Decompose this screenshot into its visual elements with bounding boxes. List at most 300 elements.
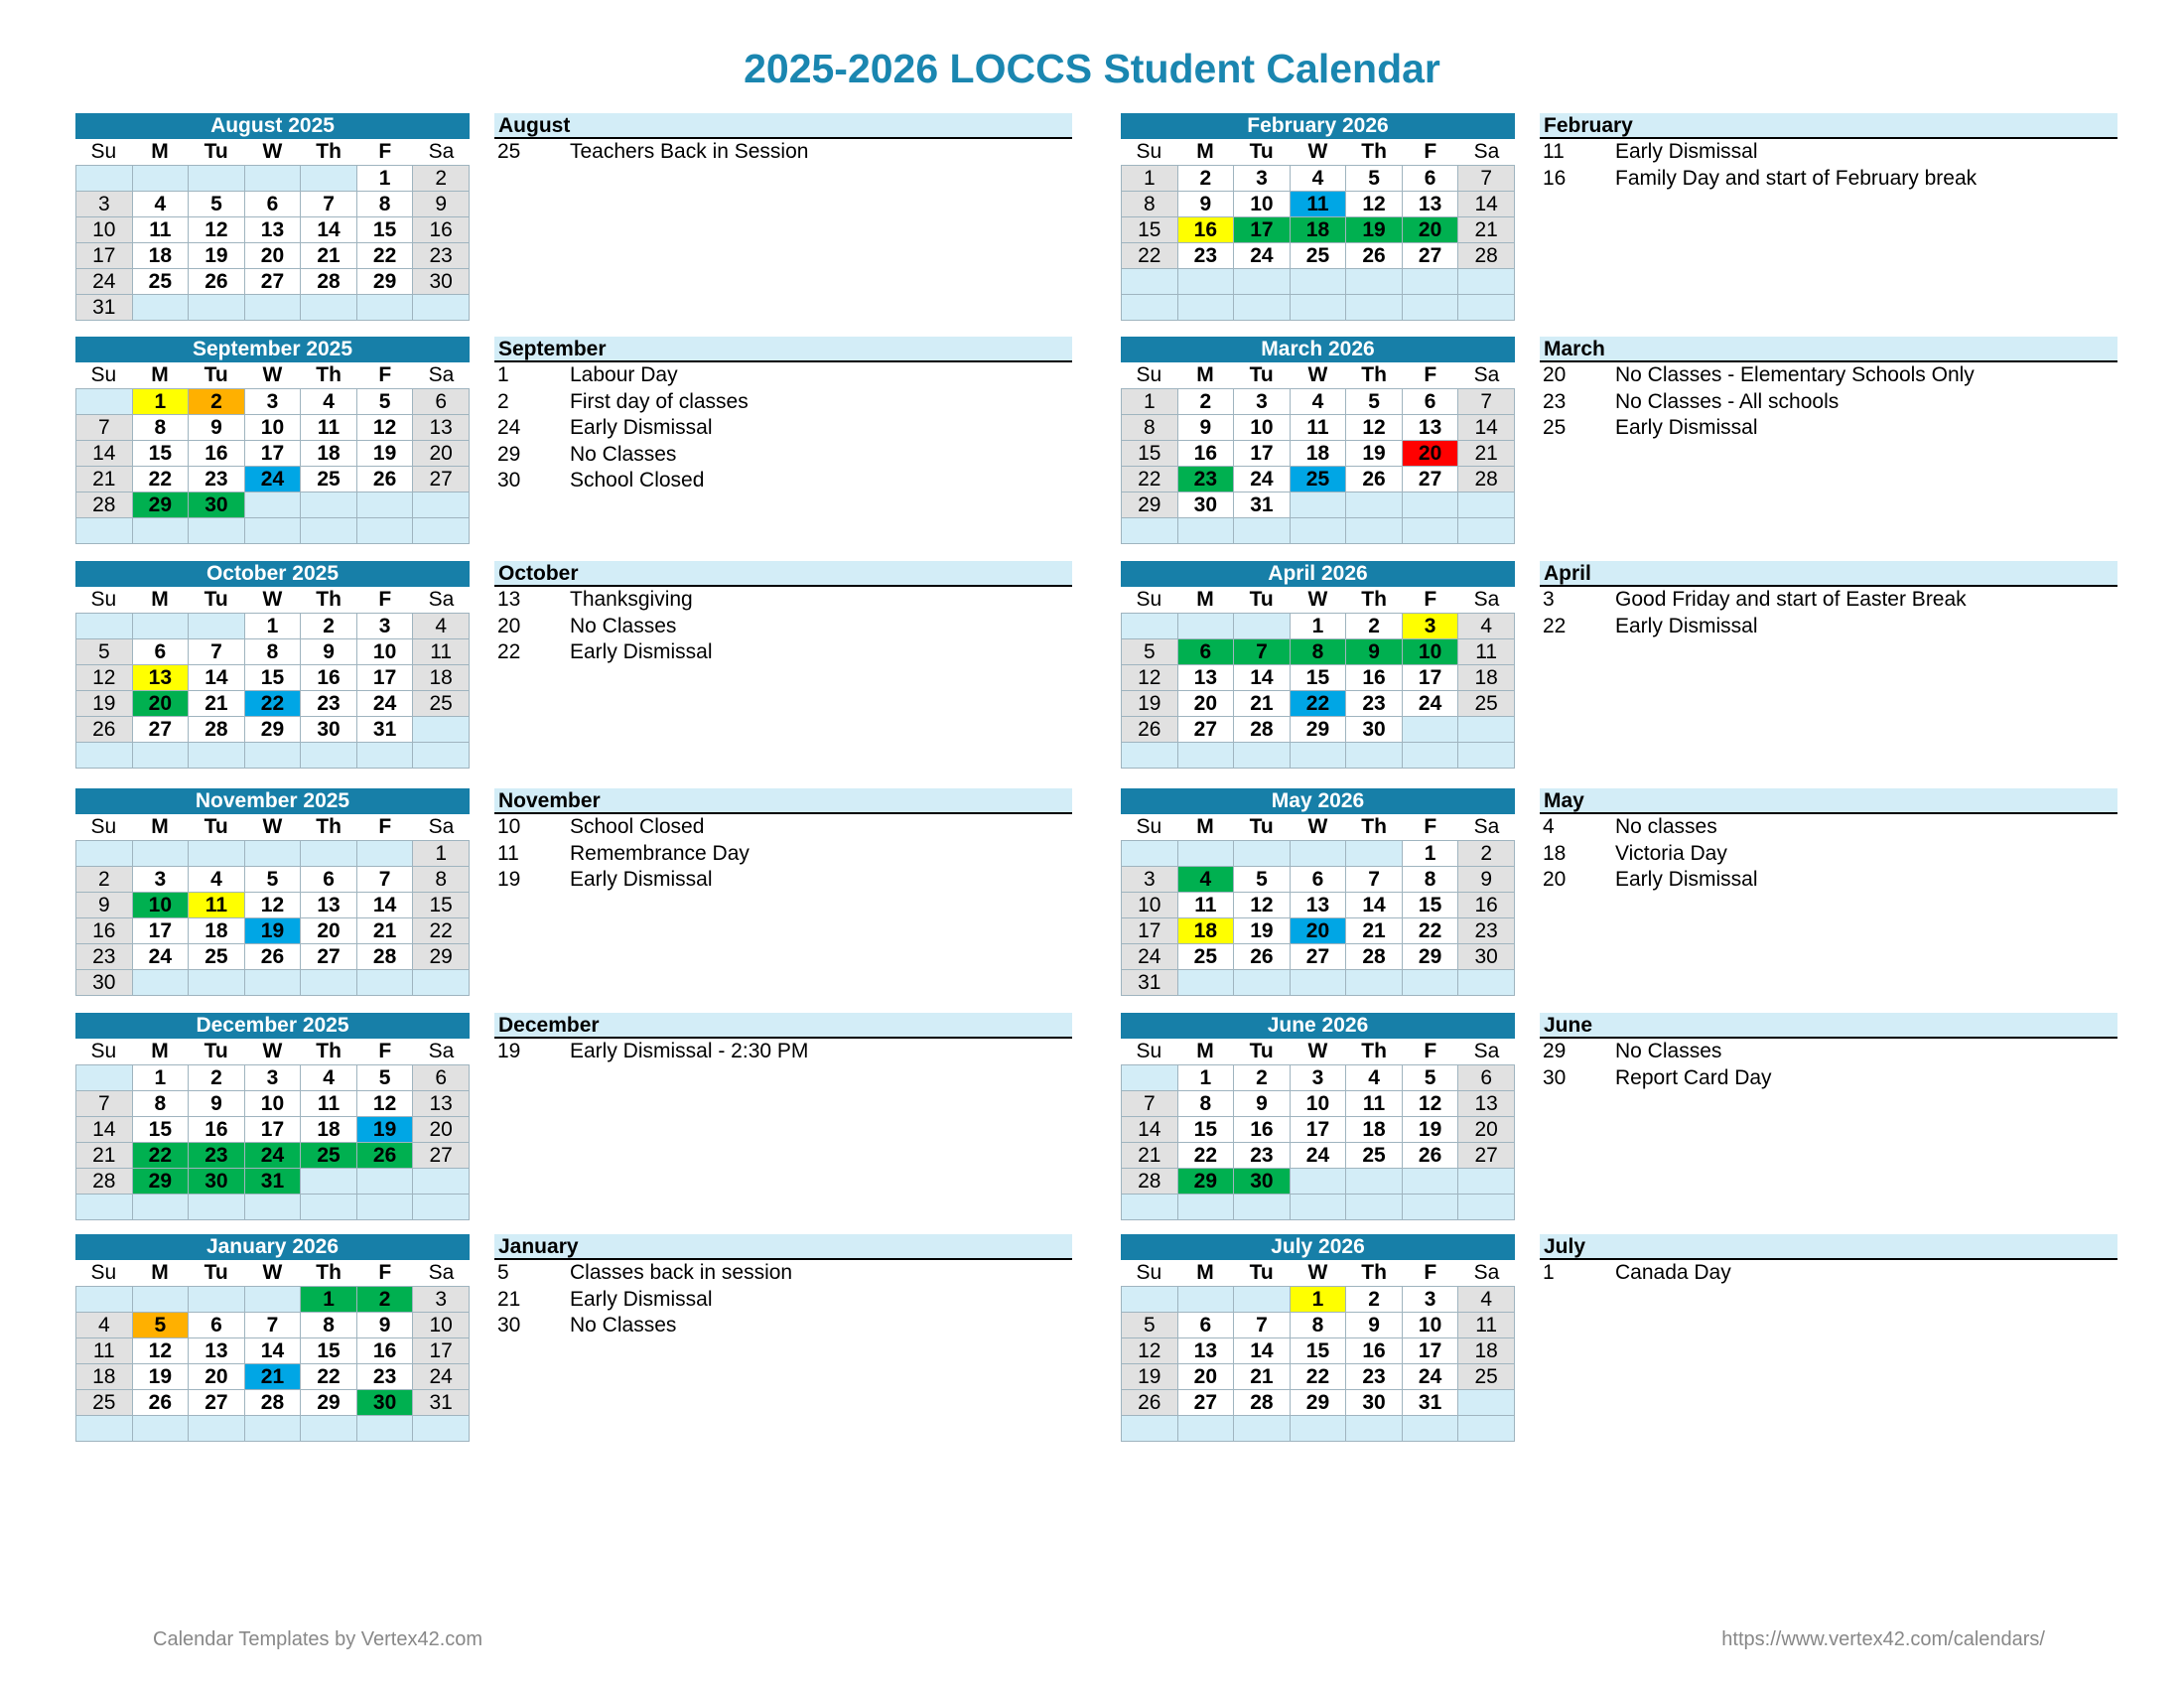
day-cell[interactable]: 25: [76, 1390, 133, 1416]
day-cell[interactable]: 24: [76, 269, 133, 295]
day-cell[interactable]: 17: [1403, 665, 1459, 691]
day-cell[interactable]: 13: [1178, 1338, 1235, 1364]
day-cell[interactable]: 12: [357, 1091, 414, 1117]
day-cell[interactable]: 1: [1291, 614, 1347, 639]
day-cell[interactable]: 3: [1234, 389, 1291, 415]
day-cell[interactable]: 19: [189, 243, 245, 269]
day-cell[interactable]: 30: [1178, 492, 1235, 518]
day-cell[interactable]: 31: [245, 1169, 302, 1195]
day-cell[interactable]: 30: [189, 492, 245, 518]
day-cell[interactable]: 26: [357, 467, 414, 492]
day-cell[interactable]: 4: [1458, 1287, 1515, 1313]
day-cell[interactable]: 28: [357, 944, 414, 970]
day-cell[interactable]: 16: [413, 217, 470, 243]
day-cell[interactable]: 26: [1122, 1390, 1178, 1416]
day-cell[interactable]: 1: [1178, 1065, 1235, 1091]
day-cell[interactable]: 25: [189, 944, 245, 970]
day-cell[interactable]: 10: [76, 217, 133, 243]
day-cell[interactable]: 16: [1178, 217, 1235, 243]
day-cell[interactable]: 29: [413, 944, 470, 970]
day-cell[interactable]: 8: [1122, 192, 1178, 217]
day-cell[interactable]: 27: [413, 467, 470, 492]
day-cell[interactable]: 30: [189, 1169, 245, 1195]
day-cell[interactable]: 11: [1346, 1091, 1403, 1117]
day-cell[interactable]: 22: [1178, 1143, 1235, 1169]
day-cell[interactable]: 6: [1178, 1313, 1235, 1338]
day-cell[interactable]: 17: [133, 918, 190, 944]
day-cell[interactable]: 20: [245, 243, 302, 269]
day-cell[interactable]: 12: [357, 415, 414, 441]
day-cell[interactable]: 19: [245, 918, 302, 944]
day-cell[interactable]: 26: [1234, 944, 1291, 970]
day-cell[interactable]: 6: [413, 1065, 470, 1091]
day-cell[interactable]: 8: [245, 639, 302, 665]
day-cell[interactable]: 1: [413, 841, 470, 867]
day-cell[interactable]: 1: [301, 1287, 357, 1313]
day-cell[interactable]: 19: [1122, 1364, 1178, 1390]
day-cell[interactable]: 15: [133, 1117, 190, 1143]
day-cell[interactable]: 10: [357, 639, 414, 665]
day-cell[interactable]: 5: [76, 639, 133, 665]
day-cell[interactable]: 29: [1178, 1169, 1235, 1195]
day-cell[interactable]: 14: [76, 441, 133, 467]
day-cell[interactable]: 8: [1122, 415, 1178, 441]
day-cell[interactable]: 26: [1346, 467, 1403, 492]
day-cell[interactable]: 29: [1291, 717, 1347, 743]
day-cell[interactable]: 1: [245, 614, 302, 639]
day-cell[interactable]: 10: [245, 415, 302, 441]
day-cell[interactable]: 14: [1234, 1338, 1291, 1364]
day-cell[interactable]: 9: [413, 192, 470, 217]
day-cell[interactable]: 5: [1403, 1065, 1459, 1091]
day-cell[interactable]: 18: [1458, 1338, 1515, 1364]
day-cell[interactable]: 29: [357, 269, 414, 295]
day-cell[interactable]: 31: [1234, 492, 1291, 518]
day-cell[interactable]: 30: [1458, 944, 1515, 970]
day-cell[interactable]: 20: [1178, 691, 1235, 717]
day-cell[interactable]: 27: [301, 944, 357, 970]
day-cell[interactable]: 2: [1458, 841, 1515, 867]
day-cell[interactable]: 3: [413, 1287, 470, 1313]
day-cell[interactable]: 4: [189, 867, 245, 893]
day-cell[interactable]: 10: [133, 893, 190, 918]
day-cell[interactable]: 4: [76, 1313, 133, 1338]
day-cell[interactable]: 11: [133, 217, 190, 243]
day-cell[interactable]: 20: [413, 441, 470, 467]
day-cell[interactable]: 27: [245, 269, 302, 295]
day-cell[interactable]: 27: [1178, 1390, 1235, 1416]
day-cell[interactable]: 3: [1122, 867, 1178, 893]
day-cell[interactable]: 9: [301, 639, 357, 665]
day-cell[interactable]: 20: [1458, 1117, 1515, 1143]
day-cell[interactable]: 16: [189, 1117, 245, 1143]
day-cell[interactable]: 16: [1234, 1117, 1291, 1143]
day-cell[interactable]: 15: [1178, 1117, 1235, 1143]
day-cell[interactable]: 22: [1291, 691, 1347, 717]
day-cell[interactable]: 24: [1122, 944, 1178, 970]
day-cell[interactable]: 27: [1291, 944, 1347, 970]
day-cell[interactable]: 20: [1403, 217, 1459, 243]
day-cell[interactable]: 6: [189, 1313, 245, 1338]
day-cell[interactable]: 18: [189, 918, 245, 944]
footer-url[interactable]: https://www.vertex42.com/calendars/: [1721, 1628, 2045, 1650]
day-cell[interactable]: 22: [133, 467, 190, 492]
day-cell[interactable]: 26: [357, 1143, 414, 1169]
day-cell[interactable]: 31: [76, 295, 133, 321]
day-cell[interactable]: 7: [1458, 389, 1515, 415]
day-cell[interactable]: 12: [1122, 665, 1178, 691]
day-cell[interactable]: 31: [357, 717, 414, 743]
day-cell[interactable]: 21: [76, 1143, 133, 1169]
day-cell[interactable]: 29: [133, 492, 190, 518]
day-cell[interactable]: 14: [1458, 415, 1515, 441]
day-cell[interactable]: 15: [413, 893, 470, 918]
footer-credit[interactable]: Calendar Templates by Vertex42.com: [153, 1628, 483, 1650]
day-cell[interactable]: 17: [413, 1338, 470, 1364]
day-cell[interactable]: 28: [1234, 717, 1291, 743]
day-cell[interactable]: 27: [1403, 467, 1459, 492]
day-cell[interactable]: 18: [1291, 217, 1347, 243]
day-cell[interactable]: 20: [1178, 1364, 1235, 1390]
day-cell[interactable]: 5: [1122, 1313, 1178, 1338]
day-cell[interactable]: 2: [1178, 166, 1235, 192]
day-cell[interactable]: 25: [1346, 1143, 1403, 1169]
day-cell[interactable]: 7: [76, 415, 133, 441]
day-cell[interactable]: 24: [357, 691, 414, 717]
day-cell[interactable]: 13: [1291, 893, 1347, 918]
day-cell[interactable]: 21: [1234, 691, 1291, 717]
day-cell[interactable]: 1: [1291, 1287, 1347, 1313]
day-cell[interactable]: 8: [1403, 867, 1459, 893]
day-cell[interactable]: 16: [1346, 1338, 1403, 1364]
day-cell[interactable]: 3: [245, 1065, 302, 1091]
day-cell[interactable]: 10: [245, 1091, 302, 1117]
day-cell[interactable]: 11: [301, 415, 357, 441]
day-cell[interactable]: 9: [1346, 639, 1403, 665]
day-cell[interactable]: 11: [1291, 192, 1347, 217]
day-cell[interactable]: 24: [245, 467, 302, 492]
day-cell[interactable]: 18: [301, 1117, 357, 1143]
day-cell[interactable]: 15: [1403, 893, 1459, 918]
day-cell[interactable]: 27: [133, 717, 190, 743]
day-cell[interactable]: 24: [1403, 1364, 1459, 1390]
day-cell[interactable]: 5: [133, 1313, 190, 1338]
day-cell[interactable]: 24: [413, 1364, 470, 1390]
day-cell[interactable]: 3: [1291, 1065, 1347, 1091]
day-cell[interactable]: 19: [1403, 1117, 1459, 1143]
day-cell[interactable]: 3: [1403, 1287, 1459, 1313]
day-cell[interactable]: 27: [1403, 243, 1459, 269]
day-cell[interactable]: 7: [1234, 1313, 1291, 1338]
day-cell[interactable]: 15: [133, 441, 190, 467]
day-cell[interactable]: 6: [245, 192, 302, 217]
day-cell[interactable]: 11: [301, 1091, 357, 1117]
day-cell[interactable]: 3: [357, 614, 414, 639]
day-cell[interactable]: 23: [1234, 1143, 1291, 1169]
day-cell[interactable]: 1: [133, 1065, 190, 1091]
day-cell[interactable]: 22: [133, 1143, 190, 1169]
day-cell[interactable]: 17: [357, 665, 414, 691]
day-cell[interactable]: 4: [1458, 614, 1515, 639]
day-cell[interactable]: 20: [189, 1364, 245, 1390]
day-cell[interactable]: 27: [413, 1143, 470, 1169]
day-cell[interactable]: 29: [245, 717, 302, 743]
day-cell[interactable]: 20: [301, 918, 357, 944]
day-cell[interactable]: 26: [76, 717, 133, 743]
day-cell[interactable]: 9: [357, 1313, 414, 1338]
day-cell[interactable]: 11: [189, 893, 245, 918]
day-cell[interactable]: 31: [1403, 1390, 1459, 1416]
day-cell[interactable]: 6: [1291, 867, 1347, 893]
day-cell[interactable]: 14: [189, 665, 245, 691]
day-cell[interactable]: 22: [245, 691, 302, 717]
day-cell[interactable]: 8: [1291, 639, 1347, 665]
day-cell[interactable]: 5: [1346, 389, 1403, 415]
day-cell[interactable]: 13: [245, 217, 302, 243]
day-cell[interactable]: 22: [1122, 243, 1178, 269]
day-cell[interactable]: 20: [1291, 918, 1347, 944]
day-cell[interactable]: 16: [76, 918, 133, 944]
day-cell[interactable]: 20: [413, 1117, 470, 1143]
day-cell[interactable]: 12: [189, 217, 245, 243]
day-cell[interactable]: 28: [189, 717, 245, 743]
day-cell[interactable]: 6: [301, 867, 357, 893]
day-cell[interactable]: 30: [357, 1390, 414, 1416]
day-cell[interactable]: 17: [1122, 918, 1178, 944]
day-cell[interactable]: 16: [1178, 441, 1235, 467]
day-cell[interactable]: 28: [301, 269, 357, 295]
day-cell[interactable]: 23: [1458, 918, 1515, 944]
day-cell[interactable]: 20: [1403, 441, 1459, 467]
day-cell[interactable]: 19: [133, 1364, 190, 1390]
day-cell[interactable]: 8: [133, 1091, 190, 1117]
day-cell[interactable]: 11: [413, 639, 470, 665]
day-cell[interactable]: 5: [189, 192, 245, 217]
day-cell[interactable]: 9: [1234, 1091, 1291, 1117]
day-cell[interactable]: 26: [189, 269, 245, 295]
day-cell[interactable]: 26: [1346, 243, 1403, 269]
day-cell[interactable]: 28: [1458, 243, 1515, 269]
day-cell[interactable]: 14: [301, 217, 357, 243]
day-cell[interactable]: 16: [189, 441, 245, 467]
day-cell[interactable]: 18: [1291, 441, 1347, 467]
day-cell[interactable]: 25: [301, 467, 357, 492]
day-cell[interactable]: 23: [1178, 243, 1235, 269]
day-cell[interactable]: 24: [1291, 1143, 1347, 1169]
day-cell[interactable]: 3: [1403, 614, 1459, 639]
day-cell[interactable]: 10: [1234, 415, 1291, 441]
day-cell[interactable]: 13: [1403, 192, 1459, 217]
day-cell[interactable]: 15: [245, 665, 302, 691]
day-cell[interactable]: 15: [1122, 217, 1178, 243]
day-cell[interactable]: 12: [1346, 415, 1403, 441]
day-cell[interactable]: 23: [301, 691, 357, 717]
day-cell[interactable]: 25: [1291, 243, 1347, 269]
day-cell[interactable]: 14: [245, 1338, 302, 1364]
day-cell[interactable]: 21: [76, 467, 133, 492]
day-cell[interactable]: 14: [1234, 665, 1291, 691]
day-cell[interactable]: 21: [245, 1364, 302, 1390]
day-cell[interactable]: 4: [1178, 867, 1235, 893]
day-cell[interactable]: 17: [1234, 441, 1291, 467]
day-cell[interactable]: 7: [189, 639, 245, 665]
day-cell[interactable]: 7: [1346, 867, 1403, 893]
day-cell[interactable]: 10: [1291, 1091, 1347, 1117]
day-cell[interactable]: 7: [76, 1091, 133, 1117]
day-cell[interactable]: 14: [1346, 893, 1403, 918]
day-cell[interactable]: 17: [245, 1117, 302, 1143]
day-cell[interactable]: 28: [1234, 1390, 1291, 1416]
day-cell[interactable]: 30: [413, 269, 470, 295]
day-cell[interactable]: 7: [357, 867, 414, 893]
day-cell[interactable]: 27: [189, 1390, 245, 1416]
day-cell[interactable]: 7: [1122, 1091, 1178, 1117]
day-cell[interactable]: 28: [245, 1390, 302, 1416]
day-cell[interactable]: 9: [1458, 867, 1515, 893]
day-cell[interactable]: 12: [245, 893, 302, 918]
day-cell[interactable]: 17: [245, 441, 302, 467]
day-cell[interactable]: 2: [1346, 614, 1403, 639]
day-cell[interactable]: 25: [133, 269, 190, 295]
day-cell[interactable]: 30: [1346, 1390, 1403, 1416]
day-cell[interactable]: 19: [76, 691, 133, 717]
day-cell[interactable]: 2: [76, 867, 133, 893]
day-cell[interactable]: 3: [76, 192, 133, 217]
day-cell[interactable]: 15: [1122, 441, 1178, 467]
day-cell[interactable]: 30: [301, 717, 357, 743]
day-cell[interactable]: 26: [1122, 717, 1178, 743]
day-cell[interactable]: 12: [1346, 192, 1403, 217]
day-cell[interactable]: 12: [1234, 893, 1291, 918]
day-cell[interactable]: 8: [301, 1313, 357, 1338]
day-cell[interactable]: 10: [1122, 893, 1178, 918]
day-cell[interactable]: 22: [1122, 467, 1178, 492]
day-cell[interactable]: 2: [189, 1065, 245, 1091]
day-cell[interactable]: 23: [1346, 691, 1403, 717]
day-cell[interactable]: 1: [1122, 389, 1178, 415]
day-cell[interactable]: 24: [1234, 467, 1291, 492]
day-cell[interactable]: 26: [1403, 1143, 1459, 1169]
day-cell[interactable]: 30: [1346, 717, 1403, 743]
day-cell[interactable]: 6: [133, 639, 190, 665]
day-cell[interactable]: 13: [1458, 1091, 1515, 1117]
day-cell[interactable]: 17: [1403, 1338, 1459, 1364]
day-cell[interactable]: 18: [1346, 1117, 1403, 1143]
day-cell[interactable]: 11: [1458, 639, 1515, 665]
day-cell[interactable]: 19: [1122, 691, 1178, 717]
day-cell[interactable]: 28: [1346, 944, 1403, 970]
day-cell[interactable]: 5: [1234, 867, 1291, 893]
day-cell[interactable]: 12: [133, 1338, 190, 1364]
day-cell[interactable]: 15: [1291, 1338, 1347, 1364]
day-cell[interactable]: 21: [189, 691, 245, 717]
day-cell[interactable]: 16: [1346, 665, 1403, 691]
day-cell[interactable]: 18: [133, 243, 190, 269]
day-cell[interactable]: 7: [301, 192, 357, 217]
day-cell[interactable]: 4: [301, 1065, 357, 1091]
day-cell[interactable]: 16: [301, 665, 357, 691]
day-cell[interactable]: 15: [357, 217, 414, 243]
day-cell[interactable]: 23: [1178, 467, 1235, 492]
day-cell[interactable]: 6: [413, 389, 470, 415]
day-cell[interactable]: 22: [1291, 1364, 1347, 1390]
day-cell[interactable]: 22: [301, 1364, 357, 1390]
day-cell[interactable]: 29: [1403, 944, 1459, 970]
day-cell[interactable]: 13: [413, 415, 470, 441]
day-cell[interactable]: 14: [1122, 1117, 1178, 1143]
day-cell[interactable]: 30: [76, 970, 133, 996]
day-cell[interactable]: 25: [1458, 1364, 1515, 1390]
day-cell[interactable]: 13: [1403, 415, 1459, 441]
day-cell[interactable]: 21: [1458, 441, 1515, 467]
day-cell[interactable]: 6: [1403, 166, 1459, 192]
day-cell[interactable]: 13: [413, 1091, 470, 1117]
day-cell[interactable]: 6: [1178, 639, 1235, 665]
day-cell[interactable]: 9: [1178, 192, 1235, 217]
day-cell[interactable]: 21: [1122, 1143, 1178, 1169]
day-cell[interactable]: 21: [301, 243, 357, 269]
day-cell[interactable]: 2: [1178, 389, 1235, 415]
day-cell[interactable]: 25: [1291, 467, 1347, 492]
day-cell[interactable]: 3: [245, 389, 302, 415]
day-cell[interactable]: 3: [133, 867, 190, 893]
day-cell[interactable]: 13: [189, 1338, 245, 1364]
day-cell[interactable]: 11: [1291, 415, 1347, 441]
day-cell[interactable]: 28: [76, 492, 133, 518]
day-cell[interactable]: 4: [1291, 389, 1347, 415]
day-cell[interactable]: 22: [413, 918, 470, 944]
day-cell[interactable]: 7: [1234, 639, 1291, 665]
day-cell[interactable]: 20: [133, 691, 190, 717]
day-cell[interactable]: 21: [1346, 918, 1403, 944]
day-cell[interactable]: 8: [1178, 1091, 1235, 1117]
day-cell[interactable]: 23: [357, 1364, 414, 1390]
day-cell[interactable]: 11: [1178, 893, 1235, 918]
day-cell[interactable]: 5: [357, 1065, 414, 1091]
day-cell[interactable]: 14: [1458, 192, 1515, 217]
day-cell[interactable]: 28: [1458, 467, 1515, 492]
day-cell[interactable]: 24: [1403, 691, 1459, 717]
day-cell[interactable]: 13: [133, 665, 190, 691]
day-cell[interactable]: 21: [1458, 217, 1515, 243]
day-cell[interactable]: 18: [301, 441, 357, 467]
day-cell[interactable]: 9: [1346, 1313, 1403, 1338]
day-cell[interactable]: 17: [1234, 217, 1291, 243]
day-cell[interactable]: 5: [245, 867, 302, 893]
day-cell[interactable]: 2: [301, 614, 357, 639]
day-cell[interactable]: 8: [1291, 1313, 1347, 1338]
day-cell[interactable]: 22: [357, 243, 414, 269]
day-cell[interactable]: 9: [1178, 415, 1235, 441]
day-cell[interactable]: 6: [1458, 1065, 1515, 1091]
day-cell[interactable]: 13: [301, 893, 357, 918]
day-cell[interactable]: 14: [357, 893, 414, 918]
day-cell[interactable]: 3: [1234, 166, 1291, 192]
day-cell[interactable]: 29: [1291, 1390, 1347, 1416]
day-cell[interactable]: 16: [1458, 893, 1515, 918]
day-cell[interactable]: 10: [1234, 192, 1291, 217]
day-cell[interactable]: 28: [1122, 1169, 1178, 1195]
day-cell[interactable]: 24: [1234, 243, 1291, 269]
day-cell[interactable]: 25: [1178, 944, 1235, 970]
day-cell[interactable]: 23: [1346, 1364, 1403, 1390]
day-cell[interactable]: 19: [1234, 918, 1291, 944]
day-cell[interactable]: 25: [413, 691, 470, 717]
day-cell[interactable]: 17: [76, 243, 133, 269]
day-cell[interactable]: 8: [413, 867, 470, 893]
day-cell[interactable]: 9: [189, 415, 245, 441]
day-cell[interactable]: 2: [413, 166, 470, 192]
